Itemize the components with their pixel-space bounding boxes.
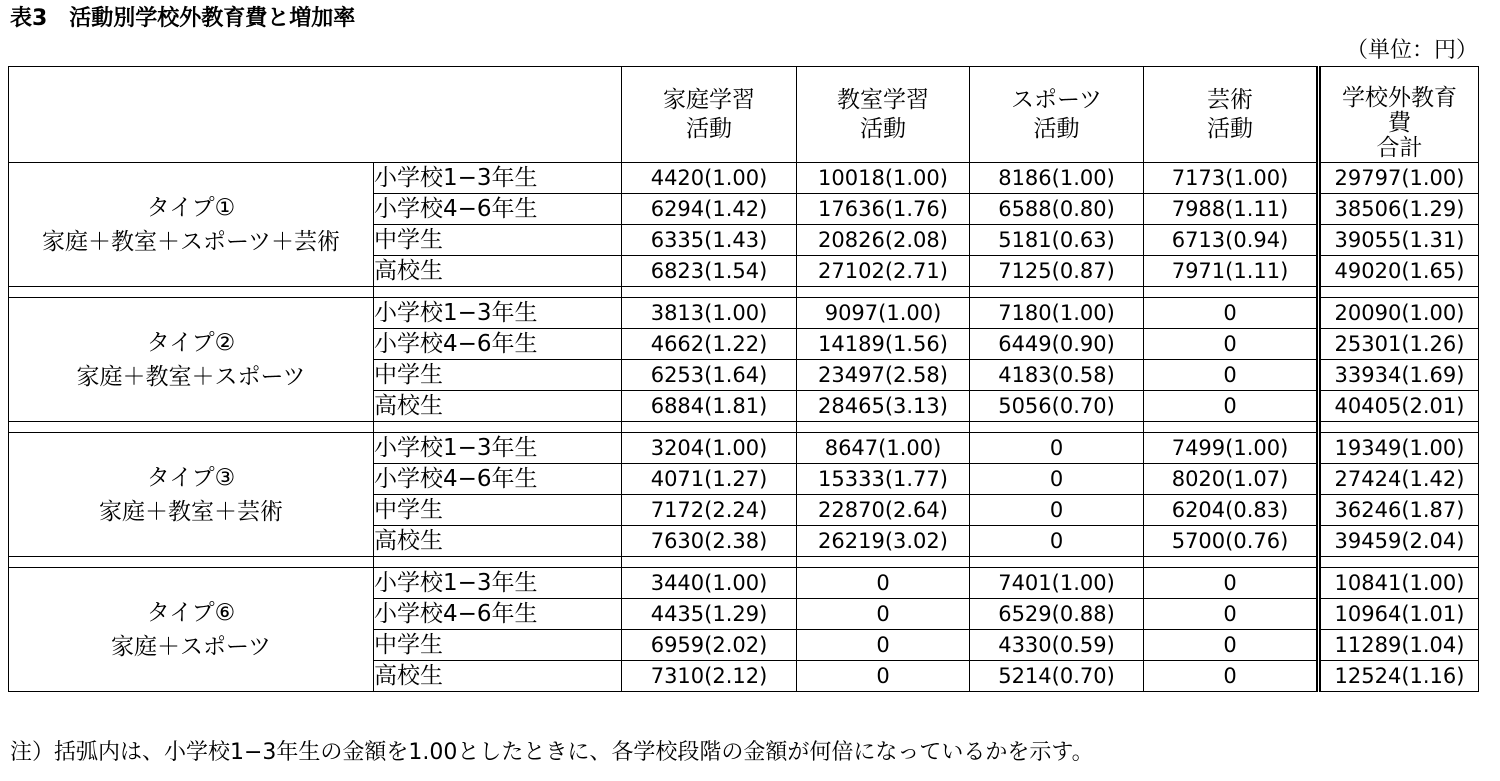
value-cell-class: 26219(3.02) xyxy=(797,526,970,557)
spacer-cell xyxy=(970,557,1144,568)
header-sports-line2: 活動 xyxy=(1033,115,1080,142)
type-description: 家庭＋教室＋芸術 xyxy=(99,498,283,525)
grade-cell: 高校生 xyxy=(374,526,622,557)
type-cell xyxy=(9,433,374,557)
header-sports xyxy=(970,67,1144,163)
value-cell-class: 23497(2.58) xyxy=(797,360,970,391)
spacer-cell xyxy=(1144,557,1319,568)
type-label: タイプ② xyxy=(146,329,236,356)
header-total xyxy=(1319,67,1479,163)
header-class-line2: 活動 xyxy=(860,115,906,142)
expense-table xyxy=(8,66,1479,692)
grade-cell: 中学生 xyxy=(374,495,622,526)
value-cell-total: 27424(1.42) xyxy=(1319,464,1479,495)
value-cell-total: 39459(2.04) xyxy=(1319,526,1479,557)
spacer-cell xyxy=(374,287,622,298)
value-cell-class: 8647(1.00) xyxy=(797,433,970,464)
value-cell-total: 49020(1.65) xyxy=(1319,256,1479,287)
value-cell-class: 27102(2.71) xyxy=(797,256,970,287)
value-cell-class: 20826(2.08) xyxy=(797,225,970,256)
value-cell-arts: 0 xyxy=(1144,360,1319,391)
spacer-cell xyxy=(1144,287,1319,298)
spacer-cell xyxy=(622,287,797,298)
value-cell-home: 6253(1.64) xyxy=(622,360,797,391)
value-cell-arts: 7988(1.11) xyxy=(1144,194,1319,225)
value-cell-arts: 5700(0.76) xyxy=(1144,526,1319,557)
value-cell-home: 4435(1.29) xyxy=(622,599,797,630)
value-cell-class: 0 xyxy=(797,568,970,599)
value-cell-home: 7630(2.38) xyxy=(622,526,797,557)
value-cell-home: 7172(2.24) xyxy=(622,495,797,526)
spacer-cell xyxy=(797,557,970,568)
table-row xyxy=(9,568,1479,599)
value-cell-total: 20090(1.00) xyxy=(1319,298,1479,329)
value-cell-sports: 6449(0.90) xyxy=(970,329,1144,360)
header-sports-line1: スポーツ xyxy=(1010,86,1103,113)
value-cell-arts: 0 xyxy=(1144,329,1319,360)
grade-cell: 小学校1−3年生 xyxy=(374,568,622,599)
value-cell-arts: 8020(1.07) xyxy=(1144,464,1319,495)
value-cell-class: 0 xyxy=(797,599,970,630)
value-cell-arts: 0 xyxy=(1144,599,1319,630)
value-cell-total: 11289(1.04) xyxy=(1319,630,1479,661)
group-spacer xyxy=(9,422,1479,433)
unit-label: （単位：円） xyxy=(1345,38,1478,63)
header-arts-line2: 活動 xyxy=(1207,115,1253,142)
header-arts xyxy=(1144,67,1319,163)
table-row xyxy=(9,433,1479,464)
value-cell-total: 12524(1.16) xyxy=(1319,661,1479,692)
value-cell-sports: 0 xyxy=(970,464,1144,495)
value-cell-total: 33934(1.69) xyxy=(1319,360,1479,391)
value-cell-class: 10018(1.00) xyxy=(797,163,970,194)
spacer-cell xyxy=(9,422,374,433)
header-home-study xyxy=(622,67,797,163)
value-cell-total: 38506(1.29) xyxy=(1319,194,1479,225)
value-cell-home: 6884(1.81) xyxy=(622,391,797,422)
grade-cell: 小学校1−3年生 xyxy=(374,298,622,329)
type-cell xyxy=(9,568,374,692)
header-arts-line1: 芸術 xyxy=(1207,86,1253,113)
spacer-cell xyxy=(970,422,1144,433)
header-row xyxy=(9,67,1479,163)
type-label: タイプ① xyxy=(146,194,236,221)
grade-cell: 中学生 xyxy=(374,630,622,661)
header-home-line2: 活動 xyxy=(686,115,732,142)
header-class-study xyxy=(797,67,970,163)
value-cell-sports: 7125(0.87) xyxy=(970,256,1144,287)
header-class-line1: 教室学習 xyxy=(837,86,929,113)
value-cell-home: 6959(2.02) xyxy=(622,630,797,661)
value-cell-sports: 6588(0.80) xyxy=(970,194,1144,225)
grade-cell: 小学校4−6年生 xyxy=(374,599,622,630)
table-row xyxy=(9,298,1479,329)
type-cell xyxy=(9,298,374,422)
value-cell-sports: 7180(1.00) xyxy=(970,298,1144,329)
value-cell-home: 3440(1.00) xyxy=(622,568,797,599)
type-cell xyxy=(9,163,374,287)
value-cell-sports: 8186(1.00) xyxy=(970,163,1144,194)
value-cell-total: 19349(1.00) xyxy=(1319,433,1479,464)
value-cell-home: 3813(1.00) xyxy=(622,298,797,329)
value-cell-class: 14189(1.56) xyxy=(797,329,970,360)
spacer-cell xyxy=(374,422,622,433)
value-cell-sports: 0 xyxy=(970,495,1144,526)
group-spacer xyxy=(9,557,1479,568)
value-cell-arts: 0 xyxy=(1144,661,1319,692)
type-description: 家庭＋スポーツ xyxy=(110,633,272,660)
group-spacer xyxy=(9,287,1479,298)
value-cell-sports: 4330(0.59) xyxy=(970,630,1144,661)
spacer-cell xyxy=(374,557,622,568)
value-cell-arts: 6713(0.94) xyxy=(1144,225,1319,256)
type-description: 家庭＋教室＋スポーツ xyxy=(76,363,306,390)
value-cell-home: 4420(1.00) xyxy=(622,163,797,194)
value-cell-class: 17636(1.76) xyxy=(797,194,970,225)
spacer-cell xyxy=(1144,422,1319,433)
value-cell-arts: 7499(1.00) xyxy=(1144,433,1319,464)
value-cell-arts: 6204(0.83) xyxy=(1144,495,1319,526)
value-cell-sports: 5056(0.70) xyxy=(970,391,1144,422)
value-cell-total: 10964(1.01) xyxy=(1319,599,1479,630)
spacer-cell xyxy=(797,422,970,433)
type-label: タイプ⑥ xyxy=(146,599,236,626)
value-cell-home: 3204(1.00) xyxy=(622,433,797,464)
value-cell-home: 4662(1.22) xyxy=(622,329,797,360)
table-row xyxy=(9,163,1479,194)
value-cell-total: 36246(1.87) xyxy=(1319,495,1479,526)
value-cell-home: 6335(1.43) xyxy=(622,225,797,256)
table-body xyxy=(9,163,1479,692)
spacer-cell xyxy=(1319,287,1479,298)
grade-cell: 小学校4−6年生 xyxy=(374,194,622,225)
header-total-line2: 費 xyxy=(1388,110,1411,136)
value-cell-class: 9097(1.00) xyxy=(797,298,970,329)
spacer-cell xyxy=(1319,557,1479,568)
value-cell-home: 6294(1.42) xyxy=(622,194,797,225)
value-cell-arts: 0 xyxy=(1144,298,1319,329)
value-cell-total: 39055(1.31) xyxy=(1319,225,1479,256)
value-cell-arts: 0 xyxy=(1144,568,1319,599)
spacer-cell xyxy=(797,287,970,298)
grade-cell: 高校生 xyxy=(374,391,622,422)
value-cell-total: 10841(1.00) xyxy=(1319,568,1479,599)
value-cell-total: 29797(1.00) xyxy=(1319,163,1479,194)
value-cell-class: 0 xyxy=(797,661,970,692)
grade-cell: 小学校1−3年生 xyxy=(374,433,622,464)
header-total-line1: 学校外教育 xyxy=(1342,85,1457,111)
value-cell-home: 4071(1.27) xyxy=(622,464,797,495)
spacer-cell xyxy=(622,422,797,433)
grade-cell: 小学校1−3年生 xyxy=(374,163,622,194)
value-cell-total: 25301(1.26) xyxy=(1319,329,1479,360)
value-cell-arts: 0 xyxy=(1144,630,1319,661)
value-cell-sports: 4183(0.58) xyxy=(970,360,1144,391)
table-title: 表3 活動別学校外教育費と増加率 xyxy=(10,6,356,31)
value-cell-class: 15333(1.77) xyxy=(797,464,970,495)
value-cell-arts: 7971(1.11) xyxy=(1144,256,1319,287)
type-label: タイプ③ xyxy=(146,464,236,491)
value-cell-sports: 5181(0.63) xyxy=(970,225,1144,256)
header-home-line1: 家庭学習 xyxy=(663,86,755,113)
value-cell-sports: 5214(0.70) xyxy=(970,661,1144,692)
spacer-cell xyxy=(970,287,1144,298)
grade-cell: 高校生 xyxy=(374,256,622,287)
value-cell-total: 40405(2.01) xyxy=(1319,391,1479,422)
grade-cell: 小学校4−6年生 xyxy=(374,329,622,360)
value-cell-arts: 0 xyxy=(1144,391,1319,422)
spacer-cell xyxy=(1319,422,1479,433)
value-cell-class: 22870(2.64) xyxy=(797,495,970,526)
grade-cell: 高校生 xyxy=(374,661,622,692)
grade-cell: 小学校4−6年生 xyxy=(374,464,622,495)
value-cell-sports: 7401(1.00) xyxy=(970,568,1144,599)
header-blank-grade xyxy=(374,67,622,163)
type-description: 家庭＋教室＋スポーツ＋芸術 xyxy=(41,228,341,255)
value-cell-sports: 6529(0.88) xyxy=(970,599,1144,630)
spacer-cell xyxy=(9,557,374,568)
header-total-line3: 合計 xyxy=(1376,135,1423,161)
value-cell-class: 0 xyxy=(797,630,970,661)
footnote: 注）括弧内は、小学校1−3年生の金額を1.00としたときに、各学校段階の金額が何倍になっているかを示す。 xyxy=(10,740,1094,765)
spacer-cell xyxy=(622,557,797,568)
header-blank-type xyxy=(9,67,374,163)
grade-cell: 中学生 xyxy=(374,225,622,256)
value-cell-sports: 0 xyxy=(970,433,1144,464)
value-cell-class: 28465(3.13) xyxy=(797,391,970,422)
value-cell-sports: 0 xyxy=(970,526,1144,557)
spacer-cell xyxy=(9,287,374,298)
value-cell-home: 7310(2.12) xyxy=(622,661,797,692)
value-cell-home: 6823(1.54) xyxy=(622,256,797,287)
grade-cell: 中学生 xyxy=(374,360,622,391)
value-cell-arts: 7173(1.00) xyxy=(1144,163,1319,194)
